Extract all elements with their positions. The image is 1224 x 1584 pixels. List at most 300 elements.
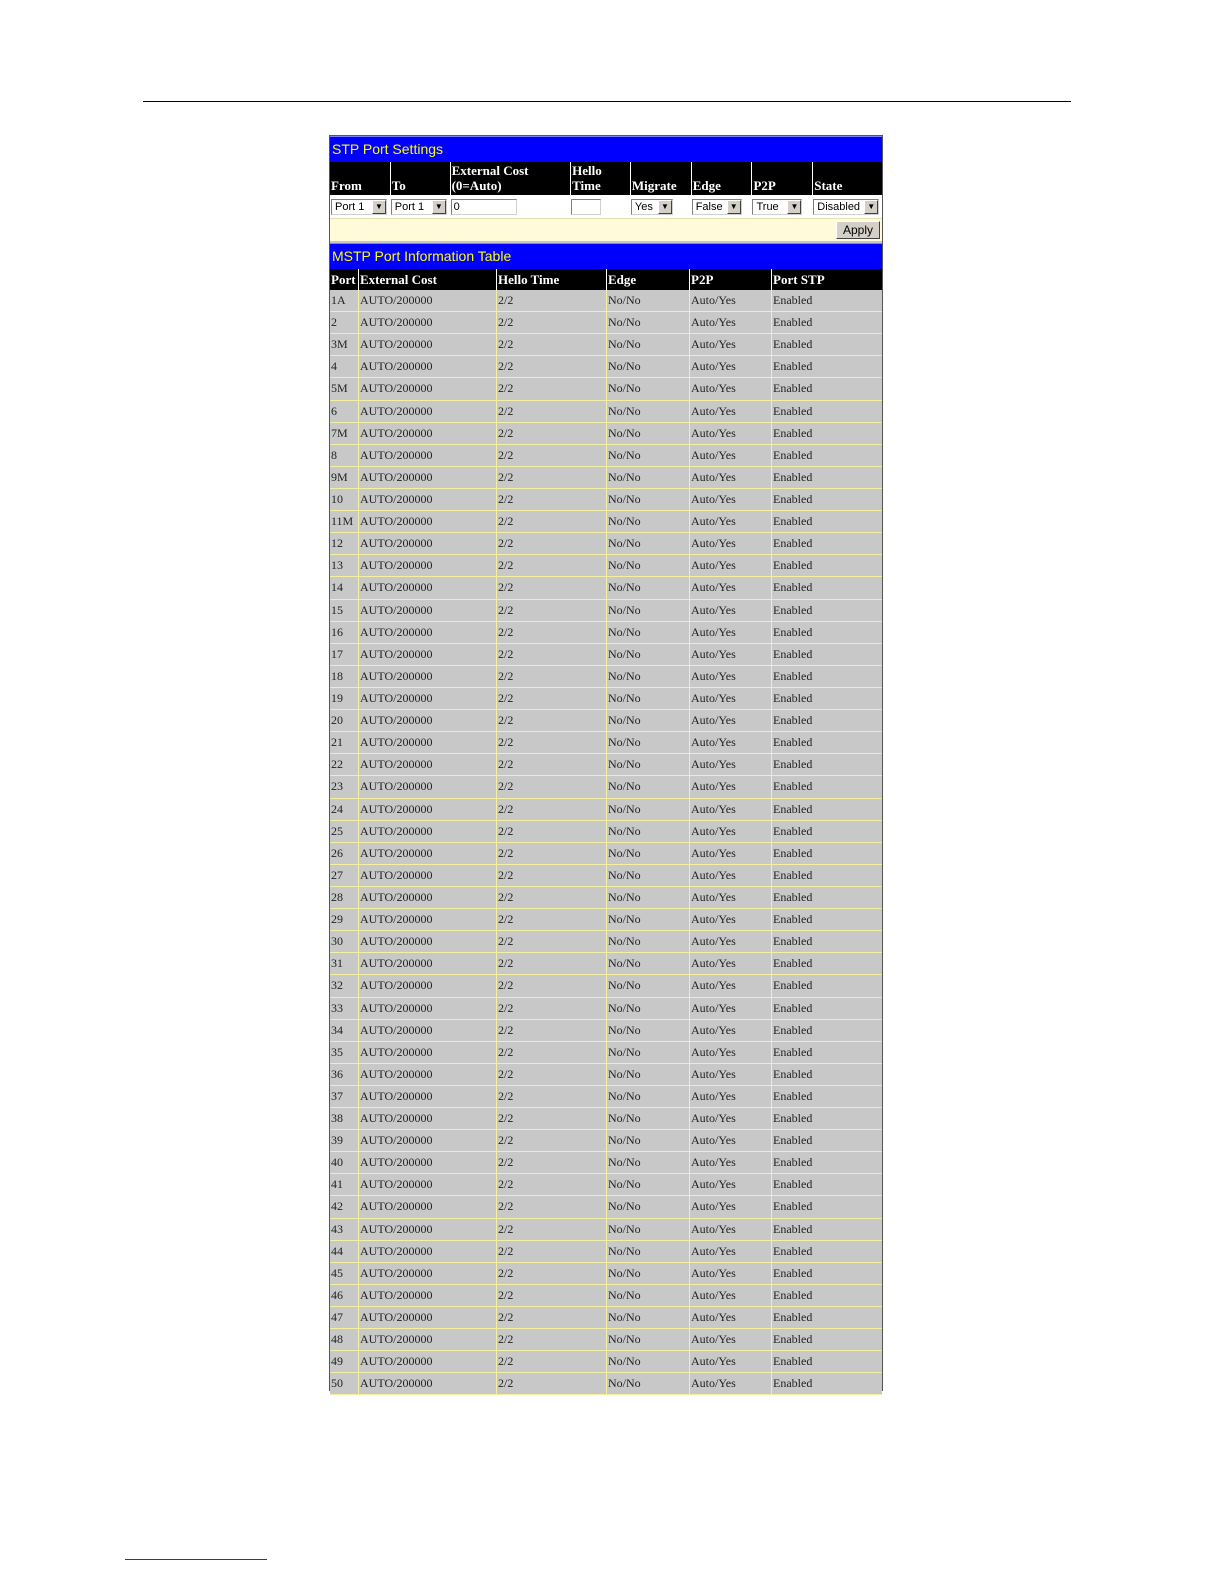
port-stp-cell: Enabled [771, 1307, 882, 1328]
edge-cell: No/No [606, 732, 689, 753]
info-header-row [330, 269, 882, 290]
table-row [330, 843, 882, 865]
hello-time-cell: 2/2 [496, 378, 606, 399]
edge-cell: No/No [606, 423, 689, 444]
stp-panel [329, 135, 883, 1391]
port-cell: 20 [331, 713, 343, 728]
port-stp-cell: Enabled [771, 975, 882, 996]
table-row [330, 1108, 882, 1130]
header-external-cost [450, 162, 571, 195]
hello-time-cell: 2/2 [496, 356, 606, 377]
hello-time-cell: 2/2 [496, 732, 606, 753]
port-cell: 29 [331, 912, 343, 927]
edge-cell: No/No [606, 1263, 689, 1284]
p2p-cell: Auto/Yes [689, 1108, 771, 1129]
p2p-cell: Auto/Yes [689, 821, 771, 842]
port-stp-cell: Enabled [771, 754, 882, 775]
external-cost-cell: AUTO/200000 [358, 489, 496, 510]
external-cost-cell: AUTO/200000 [358, 1241, 496, 1262]
port-cell: 1A [331, 293, 346, 307]
port-cell: 11M [331, 514, 354, 529]
port-stp-cell: Enabled [771, 843, 882, 864]
p2p-cell: Auto/Yes [689, 887, 771, 908]
hello-time-cell: 2/2 [496, 666, 606, 687]
port-stp-cell: Enabled [771, 489, 882, 510]
edge-cell: No/No [606, 865, 689, 886]
p2p-cell: Auto/Yes [689, 666, 771, 687]
edge-cell: No/No [606, 1020, 689, 1041]
header-info-hello-time: Hello Time [496, 269, 606, 290]
external-cost-cell: AUTO/200000 [358, 887, 496, 908]
port-stp-cell: Enabled [771, 1020, 882, 1041]
header-hello-line1: Hello [572, 163, 602, 178]
external-cost-cell: AUTO/200000 [358, 423, 496, 444]
hello-time-cell: 2/2 [496, 555, 606, 576]
hello-time-cell: 2/2 [496, 1020, 606, 1041]
port-stp-cell: Enabled [771, 1196, 882, 1217]
external-cost-cell: AUTO/200000 [358, 401, 496, 422]
table-row [330, 865, 882, 887]
external-cost-cell: AUTO/200000 [358, 1086, 496, 1107]
port-stp-cell: Enabled [771, 401, 882, 422]
p2p-cell: Auto/Yes [689, 909, 771, 930]
dropdown-arrow-icon[interactable]: ▼ [658, 200, 672, 214]
port-cell: 9M [331, 469, 348, 484]
port-stp-cell: Enabled [771, 378, 882, 399]
table-row [330, 401, 882, 423]
table-row [330, 533, 882, 555]
settings-header-row [330, 162, 882, 195]
hello-time-cell: 2/2 [496, 577, 606, 598]
port-stp-cell: Enabled [771, 1174, 882, 1195]
hello-time-cell: 2/2 [496, 909, 606, 930]
port-stp-cell: Enabled [771, 1241, 882, 1262]
hello-time-cell: 2/2 [496, 401, 606, 422]
port-cell: 44 [331, 1243, 343, 1258]
port-cell: 18 [331, 668, 343, 683]
hello-time-cell: 2/2 [496, 776, 606, 797]
port-cell: 33 [331, 1000, 343, 1015]
port-cell: 14 [331, 580, 343, 595]
hello-time-cell: 2/2 [496, 511, 606, 532]
port-cell: 48 [331, 1332, 343, 1347]
settings-input-row [330, 195, 882, 218]
port-stp-cell: Enabled [771, 821, 882, 842]
port-stp-cell: Enabled [771, 622, 882, 643]
from-port-select[interactable] [331, 199, 387, 215]
external-cost-cell: AUTO/200000 [358, 1307, 496, 1328]
state-value: Disabled [817, 200, 861, 213]
hello-time-cell: 2/2 [496, 1219, 606, 1240]
external-cost-cell: AUTO/200000 [358, 1373, 496, 1394]
edge-cell: No/No [606, 555, 689, 576]
edge-cell: No/No [606, 489, 689, 510]
header-info-edge: Edge [606, 269, 689, 290]
p2p-cell: Auto/Yes [689, 401, 771, 422]
port-stp-cell: Enabled [771, 1152, 882, 1173]
external-cost-cell: AUTO/200000 [358, 998, 496, 1019]
p2p-cell: Auto/Yes [689, 1263, 771, 1284]
edge-cell: No/No [606, 666, 689, 687]
edge-cell: No/No [606, 1219, 689, 1240]
hello-time-cell: 2/2 [496, 1152, 606, 1173]
table-row [330, 666, 882, 688]
hello-time-cell: 2/2 [496, 445, 606, 466]
p2p-cell: Auto/Yes [689, 776, 771, 797]
external-cost-cell: AUTO/200000 [358, 1152, 496, 1173]
external-cost-cell: AUTO/200000 [358, 666, 496, 687]
hello-time-cell: 2/2 [496, 1373, 606, 1394]
external-cost-cell: AUTO/200000 [358, 843, 496, 864]
table-row [330, 975, 882, 997]
port-cell: 36 [331, 1066, 343, 1081]
table-row [330, 688, 882, 710]
table-row [330, 378, 882, 400]
hello-time-cell: 2/2 [496, 290, 606, 311]
footer-link-rule [125, 1559, 267, 1560]
edge-cell: No/No [606, 533, 689, 554]
p2p-cell: Auto/Yes [689, 644, 771, 665]
port-cell: 39 [331, 1133, 343, 1148]
hello-time-cell: 2/2 [496, 1263, 606, 1284]
table-row [330, 998, 882, 1020]
edge-cell: No/No [606, 975, 689, 996]
external-cost-cell: AUTO/200000 [358, 312, 496, 333]
page-top-rule [143, 101, 1071, 102]
port-stp-cell: Enabled [771, 909, 882, 930]
edge-cell: No/No [606, 1196, 689, 1217]
hello-time-cell: 2/2 [496, 1108, 606, 1129]
p2p-cell: Auto/Yes [689, 1042, 771, 1063]
port-stp-cell: Enabled [771, 799, 882, 820]
hello-time-cell: 2/2 [496, 865, 606, 886]
apply-button[interactable]: Apply [836, 221, 880, 239]
edge-cell: No/No [606, 312, 689, 333]
edge-cell: No/No [606, 1152, 689, 1173]
hello-time-cell: 2/2 [496, 423, 606, 444]
port-cell: 30 [331, 934, 343, 949]
edge-cell: No/No [606, 467, 689, 488]
p2p-cell: Auto/Yes [689, 1329, 771, 1350]
edge-cell: No/No [606, 754, 689, 775]
p2p-cell: Auto/Yes [689, 953, 771, 974]
table-row [330, 1196, 882, 1218]
port-cell: 28 [331, 889, 343, 904]
port-cell: 47 [331, 1310, 343, 1325]
migrate-value: Yes [634, 200, 653, 213]
p2p-cell: Auto/Yes [689, 1020, 771, 1041]
p2p-cell: Auto/Yes [689, 555, 771, 576]
table-row [330, 909, 882, 931]
table-row [330, 334, 882, 356]
edge-cell: No/No [606, 998, 689, 1019]
external-cost-cell: AUTO/200000 [358, 644, 496, 665]
edge-cell: No/No [606, 710, 689, 731]
edge-cell: No/No [606, 1373, 689, 1394]
external-cost-cell: AUTO/200000 [358, 1285, 496, 1306]
port-cell: 50 [331, 1376, 343, 1391]
port-stp-cell: Enabled [771, 887, 882, 908]
table-row [330, 931, 882, 953]
port-cell: 15 [331, 602, 343, 617]
port-cell: 3M [331, 337, 348, 352]
external-cost-cell: AUTO/200000 [358, 1108, 496, 1129]
hello-time-cell: 2/2 [496, 821, 606, 842]
hello-time-cell: 2/2 [496, 1329, 606, 1350]
port-cell: 21 [331, 735, 343, 750]
table-row [330, 1285, 882, 1307]
p2p-cell: Auto/Yes [689, 423, 771, 444]
port-stp-cell: Enabled [771, 1086, 882, 1107]
port-stp-cell: Enabled [771, 1329, 882, 1350]
p2p-cell: Auto/Yes [689, 1174, 771, 1195]
port-stp-cell: Enabled [771, 776, 882, 797]
table-row [330, 356, 882, 378]
table-row [330, 776, 882, 798]
edge-cell: No/No [606, 356, 689, 377]
hello-time-cell: 2/2 [496, 600, 606, 621]
p2p-cell: Auto/Yes [689, 1285, 771, 1306]
table-row [330, 1351, 882, 1373]
edge-cell: No/No [606, 821, 689, 842]
hello-time-cell: 2/2 [496, 931, 606, 952]
port-cell: 43 [331, 1221, 343, 1236]
port-cell: 5M [331, 381, 348, 396]
hello-time-cell: 2/2 [496, 843, 606, 864]
to-port-select[interactable] [391, 199, 447, 215]
p2p-cell: Auto/Yes [689, 511, 771, 532]
port-cell: 41 [331, 1177, 343, 1192]
p2p-cell: Auto/Yes [689, 445, 771, 466]
dropdown-arrow-icon[interactable]: ▼ [372, 200, 386, 214]
external-cost-cell: AUTO/200000 [358, 821, 496, 842]
p2p-cell: Auto/Yes [689, 710, 771, 731]
migrate-select[interactable] [631, 199, 673, 215]
p2p-cell: Auto/Yes [689, 1196, 771, 1217]
external-cost-cell: AUTO/200000 [358, 1020, 496, 1041]
external-cost-cell: AUTO/200000 [358, 732, 496, 753]
port-cell: 37 [331, 1088, 343, 1103]
external-cost-cell: AUTO/200000 [358, 1196, 496, 1217]
edge-cell: No/No [606, 378, 689, 399]
p2p-cell: Auto/Yes [689, 1241, 771, 1262]
external-cost-cell: AUTO/200000 [358, 1329, 496, 1350]
hello-time-cell: 2/2 [496, 1042, 606, 1063]
table-row [330, 1174, 882, 1196]
p2p-cell: Auto/Yes [689, 843, 771, 864]
p2p-cell: Auto/Yes [689, 931, 771, 952]
port-cell: 25 [331, 823, 343, 838]
p2p-cell: Auto/Yes [689, 799, 771, 820]
hello-time-cell: 2/2 [496, 1307, 606, 1328]
port-stp-cell: Enabled [771, 666, 882, 687]
external-cost-cell: AUTO/200000 [358, 600, 496, 621]
state-select[interactable] [813, 199, 879, 215]
edge-cell: No/No [606, 1042, 689, 1063]
hello-time-cell: 2/2 [496, 644, 606, 665]
p2p-cell: Auto/Yes [689, 1064, 771, 1085]
from-port-value: Port 1 [335, 200, 365, 213]
port-stp-cell: Enabled [771, 732, 882, 753]
table-row [330, 754, 882, 776]
p2p-cell: Auto/Yes [689, 975, 771, 996]
edge-cell: No/No [606, 511, 689, 532]
hello-time-cell: 2/2 [496, 467, 606, 488]
external-cost-input[interactable]: 0 [451, 199, 517, 215]
port-cell: 23 [331, 779, 343, 794]
table-row [330, 1152, 882, 1174]
port-cell: 27 [331, 867, 343, 882]
p2p-cell: Auto/Yes [689, 533, 771, 554]
external-cost-cell: AUTO/200000 [358, 975, 496, 996]
port-cell: 19 [331, 690, 343, 705]
external-cost-cell: AUTO/200000 [358, 1174, 496, 1195]
external-cost-cell: AUTO/200000 [358, 931, 496, 952]
port-cell: 31 [331, 956, 343, 971]
port-stp-cell: Enabled [771, 644, 882, 665]
port-cell: 6 [331, 403, 337, 418]
table-row [330, 1020, 882, 1042]
p2p-select[interactable] [752, 199, 802, 215]
table-row [330, 644, 882, 666]
table-row [330, 710, 882, 732]
port-stp-cell: Enabled [771, 356, 882, 377]
port-stp-cell: Enabled [771, 1373, 882, 1394]
table-row [330, 489, 882, 511]
port-stp-cell: Enabled [771, 1108, 882, 1129]
port-cell: 26 [331, 845, 343, 860]
external-cost-cell: AUTO/200000 [358, 334, 496, 355]
external-cost-cell: AUTO/200000 [358, 688, 496, 709]
port-cell: 34 [331, 1022, 343, 1037]
port-stp-cell: Enabled [771, 1263, 882, 1284]
hello-time-cell: 2/2 [496, 1196, 606, 1217]
p2p-cell: Auto/Yes [689, 998, 771, 1019]
hello-time-cell: 2/2 [496, 754, 606, 775]
port-stp-cell: Enabled [771, 953, 882, 974]
edge-cell: No/No [606, 688, 689, 709]
table-row [330, 511, 882, 533]
header-hello-time [570, 162, 630, 195]
edge-cell: No/No [606, 290, 689, 311]
edge-cell: No/No [606, 953, 689, 974]
port-cell: 13 [331, 558, 343, 573]
port-stp-cell: Enabled [771, 467, 882, 488]
external-cost-cell: AUTO/200000 [358, 445, 496, 466]
port-stp-cell: Enabled [771, 1351, 882, 1372]
p2p-cell: Auto/Yes [689, 378, 771, 399]
edge-cell: No/No [606, 1174, 689, 1195]
edge-cell: No/No [606, 334, 689, 355]
external-cost-cell: AUTO/200000 [358, 356, 496, 377]
edge-cell: No/No [606, 1351, 689, 1372]
table-row [330, 1307, 882, 1329]
p2p-cell: Auto/Yes [689, 1219, 771, 1240]
header-to: To [390, 162, 450, 195]
table-row [330, 953, 882, 975]
p2p-cell: Auto/Yes [689, 467, 771, 488]
dropdown-arrow-icon[interactable]: ▼ [432, 200, 446, 214]
hello-time-cell: 2/2 [496, 334, 606, 355]
hello-time-cell: 2/2 [496, 799, 606, 820]
dropdown-arrow-icon[interactable]: ▼ [787, 200, 801, 214]
p2p-cell: Auto/Yes [689, 1152, 771, 1173]
port-stp-cell: Enabled [771, 511, 882, 532]
table-row [330, 1042, 882, 1064]
hello-time-cell: 2/2 [496, 998, 606, 1019]
p2p-value: True [756, 200, 779, 213]
edge-cell: No/No [606, 1108, 689, 1129]
p2p-cell: Auto/Yes [689, 1351, 771, 1372]
hello-time-cell: 2/2 [496, 533, 606, 554]
hello-time-cell: 2/2 [496, 312, 606, 333]
to-port-value: Port 1 [394, 200, 425, 213]
info-title: MSTP Port Information Table [330, 243, 882, 269]
table-row [330, 622, 882, 644]
table-row [330, 1329, 882, 1351]
table-row [330, 1130, 882, 1152]
port-cell: 40 [331, 1155, 343, 1170]
port-stp-cell: Enabled [771, 1130, 882, 1151]
p2p-cell: Auto/Yes [689, 1130, 771, 1151]
port-cell: 49 [331, 1354, 343, 1369]
port-stp-cell: Enabled [771, 555, 882, 576]
edge-cell: No/No [606, 887, 689, 908]
port-cell: 46 [331, 1287, 343, 1302]
port-stp-cell: Enabled [771, 1219, 882, 1240]
port-stp-cell: Enabled [771, 533, 882, 554]
port-stp-cell: Enabled [771, 688, 882, 709]
p2p-cell: Auto/Yes [689, 1373, 771, 1394]
port-cell: 4 [331, 359, 337, 374]
edge-cell: No/No [606, 843, 689, 864]
edge-value: False [695, 200, 723, 213]
external-cost-cell: AUTO/200000 [358, 1042, 496, 1063]
port-cell: 17 [331, 646, 343, 661]
p2p-cell: Auto/Yes [689, 334, 771, 355]
hello-time-cell: 2/2 [496, 1351, 606, 1372]
external-cost-cell: AUTO/200000 [358, 555, 496, 576]
port-cell: 10 [331, 491, 343, 506]
info-table-body [330, 290, 882, 1395]
table-row [330, 1219, 882, 1241]
port-cell: 38 [331, 1111, 343, 1126]
edge-cell: No/No [606, 401, 689, 422]
port-stp-cell: Enabled [771, 865, 882, 886]
external-cost-cell: AUTO/200000 [358, 378, 496, 399]
port-stp-cell: Enabled [771, 1285, 882, 1306]
edge-cell: No/No [606, 445, 689, 466]
settings-title: STP Port Settings [330, 136, 882, 162]
table-row [330, 799, 882, 821]
p2p-cell: Auto/Yes [689, 754, 771, 775]
edge-cell: No/No [606, 577, 689, 598]
external-cost-cell: AUTO/200000 [358, 754, 496, 775]
hello-time-cell: 2/2 [496, 975, 606, 996]
p2p-cell: Auto/Yes [689, 688, 771, 709]
dropdown-arrow-icon[interactable]: ▼ [864, 200, 878, 214]
header-external-cost-line2: (0=Auto) [451, 178, 502, 193]
edge-select[interactable] [692, 199, 742, 215]
hello-time-input[interactable] [571, 199, 601, 215]
dropdown-arrow-icon[interactable]: ▼ [727, 200, 741, 214]
table-row [330, 732, 882, 754]
edge-cell: No/No [606, 776, 689, 797]
port-stp-cell: Enabled [771, 998, 882, 1019]
p2p-cell: Auto/Yes [689, 356, 771, 377]
port-stp-cell: Enabled [771, 290, 882, 311]
header-state: State [812, 162, 882, 195]
